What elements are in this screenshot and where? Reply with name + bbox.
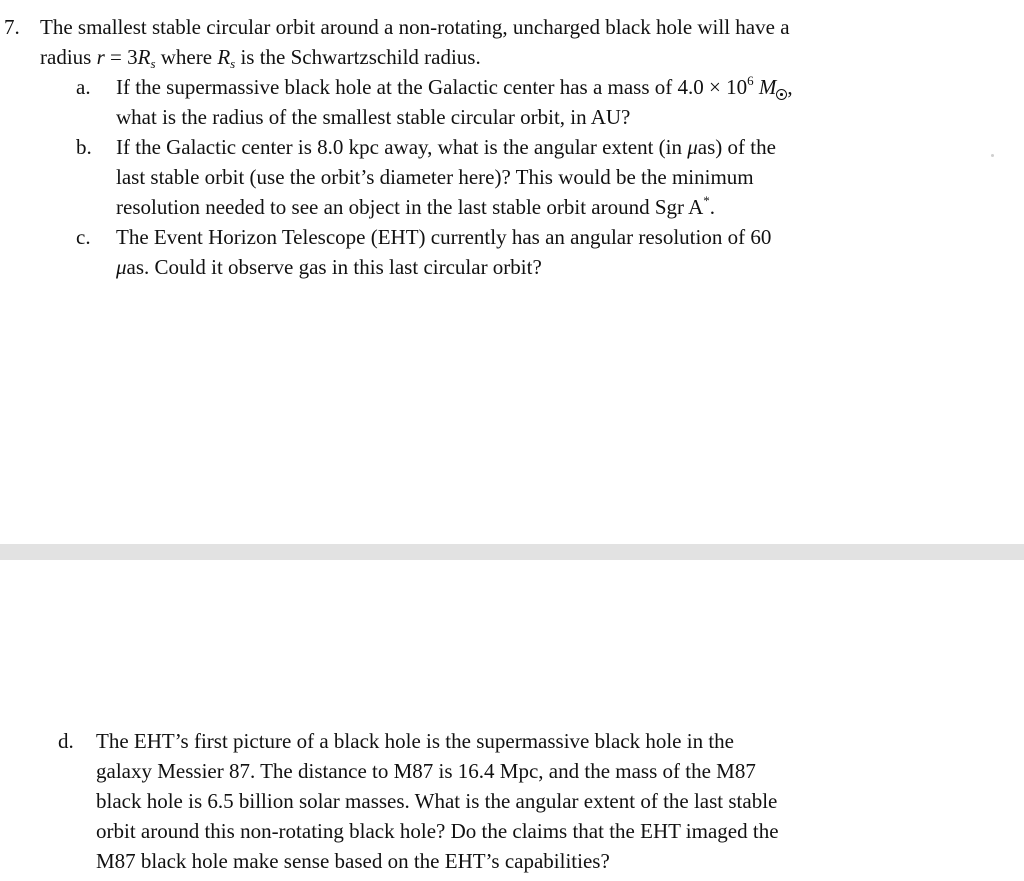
part-d-line1: The EHT’s first picture of a black hole is the supermassive black hole in the [96, 729, 734, 753]
mu-symbol: μ [687, 135, 698, 159]
var-M: M [753, 75, 777, 99]
exponent: 6 [747, 73, 754, 88]
asterisk: * [703, 193, 710, 208]
part-a-label: a. [76, 75, 91, 99]
sub-s: s [150, 56, 156, 71]
part-c-line2 [116, 252, 542, 282]
part-d-line5: M87 black hole make sense based on the EHT’s capabilities? [96, 849, 610, 873]
sun-symbol-icon [776, 89, 787, 100]
var-R: R [137, 45, 151, 69]
part-d-line2: galaxy Messier 87. The distance to M87 is 16.4 Mpc, and the mass of the M87 [96, 759, 756, 783]
part-d-label: d. [58, 729, 74, 753]
scan-speck [991, 154, 994, 157]
part-a-text: If the supermassive black hole at the Galactic center has a mass of 4.0 × 10 [116, 75, 748, 99]
part-c-label: c. [76, 225, 91, 249]
part-b-line2: last stable orbit (use the orbit’s diameter here)? This would be the minimum [116, 165, 754, 189]
problem-number: 7. [4, 15, 20, 39]
part-c-line1: The Event Horizon Telescope (EHT) currently has an angular resolution of 60 [116, 225, 772, 249]
equals-text: = 3 [104, 45, 138, 69]
part-b-text-end: as) of the [697, 135, 776, 159]
part-b-text: If the Galactic center is 8.0 kpc away, what is the angular extent (in [116, 135, 688, 159]
problem-intro-line1: The smallest stable circular orbit around a non-rotating, uncharged black hole will have a [40, 15, 790, 39]
part-c-text: as. Could it observe gas in this last circular orbit? [126, 255, 542, 279]
part-d-line3: black hole is 6.5 billion solar masses. What is the angular extent of the last stable [96, 789, 778, 813]
part-b-label: b. [76, 135, 92, 159]
var-R2: R [217, 45, 231, 69]
part-b-line1 [116, 132, 776, 162]
part-a-line1 [116, 72, 793, 102]
part-b-line3 [116, 192, 715, 222]
var-r: r [96, 45, 105, 69]
sub-s2: s [230, 56, 236, 71]
part-a-line2: what is the radius of the smallest stable circular orbit, in AU? [116, 105, 631, 129]
problem-intro-line2 [40, 42, 481, 72]
period: . [709, 195, 716, 219]
part-d-line4: orbit around this non-rotating black hole? Do the claims that the EHT imaged the [96, 819, 779, 843]
mu-symbol: μ [116, 255, 127, 279]
page-divider [0, 544, 1024, 560]
schwarzschild-text: is the Schwartzschild radius. [235, 45, 481, 69]
comma: , [787, 75, 793, 99]
part-b-line3-text: resolution needed to see an object in the last stable orbit around Sgr A [116, 195, 704, 219]
where-text: where [155, 45, 218, 69]
intro-text: radius [40, 45, 97, 69]
